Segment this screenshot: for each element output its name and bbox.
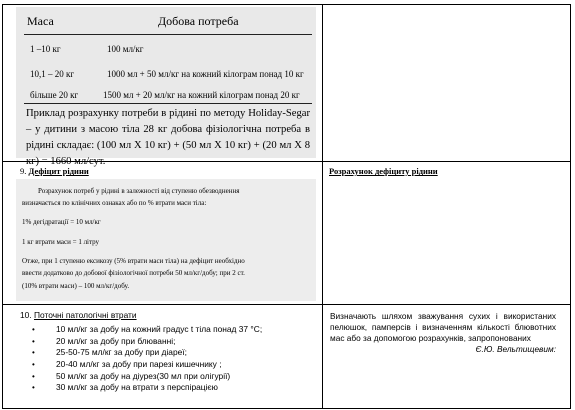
deficit-line: 1 кг втрати маси = 1 літру xyxy=(22,238,100,246)
table-column-divider xyxy=(322,4,323,409)
list-item: • 30 мл/кг за добу на втрати з перспірацією xyxy=(32,382,218,393)
section10-description: Визначають шляхом зважування сухих і використаних пелюшок, памперсів і визначенням кількості блювотних мас або за допомогою розрахунків, запропонованих xyxy=(330,311,556,343)
table-border-left xyxy=(2,4,3,409)
bullet-icon: • xyxy=(32,336,35,346)
need-cell: 100 мл/кг xyxy=(107,44,144,54)
list-item: • 20 мл/кг за добу при блюванні; xyxy=(32,335,176,346)
table-border-top xyxy=(2,4,571,5)
table-row-divider-2 xyxy=(2,304,571,305)
list-item: • 50 мл/кг за добу на діурез(30 мл при олігурії) xyxy=(32,370,231,381)
deficit-line: Розрахунок потреб у рідині в залежності від ступеню обезводнення xyxy=(38,187,240,195)
list-item: • 20-40 мл/кг за добу при парезі кишечнику ; xyxy=(32,359,222,370)
bullet-icon: • xyxy=(32,371,35,381)
table-header-rule xyxy=(24,34,312,35)
bullet-icon: • xyxy=(32,348,35,358)
deficit-line: 1% дегідратації = 10 мл/кг xyxy=(22,218,101,226)
table-border-bottom xyxy=(2,408,571,409)
need-cell: 1000 мл + 50 мл/кг на кожний кілограм понад 10 кг xyxy=(107,69,304,79)
bullet-icon: • xyxy=(32,325,35,334)
section10-heading: Поточні патологічні втрати xyxy=(33,310,137,320)
mass-cell: 1 –10 кг xyxy=(30,44,61,54)
deficit-line: ввести додатково до добової фізіологічної потреби 50 мл/кг/добу; при 2 ст. xyxy=(22,269,245,277)
section9-right-title: Розрахунок дефіциту рідини xyxy=(329,166,438,176)
deficit-line: Отже, при 1 ступеню ексикозу (5% втрати маси тіла) на дефіцит необхідно xyxy=(22,257,245,265)
losses-list xyxy=(32,324,322,394)
section10-title xyxy=(20,310,137,320)
section9-number: 9. xyxy=(20,166,27,176)
section10-number: 10. xyxy=(20,310,32,320)
mass-cell: більше 20 кг xyxy=(30,90,79,100)
list-item: • 25-50-75 мл/кг за добу при діареї; xyxy=(32,347,187,358)
section9-heading: Дефіцит рідини xyxy=(28,166,89,176)
column-need-header: Добова потреба xyxy=(158,14,239,28)
section9-title xyxy=(20,166,89,176)
deficit-line: визначається по клінічних ознаках або по % втрати маси тіла: xyxy=(22,199,207,207)
section10-right-text xyxy=(330,311,556,355)
need-cell: 1500 мл + 20 мл/кг на кожний кілограм понад 20 кг xyxy=(103,90,300,100)
bullet-icon: • xyxy=(32,383,35,393)
section10-author: Є.Ю. Вельтищевим: xyxy=(475,344,556,354)
mass-cell: 10,1 – 20 кг xyxy=(30,69,75,79)
bullet-icon: • xyxy=(32,360,35,370)
holiday-segar-example: Приклад розрахунку потреби в рідині по методу Holiday-Segar – у дитини з масою тіла 28 кг добова фізіологічна потреба в рідині складає: (100 мл X 10 кг) + (50 мл X 10 кг) + (20 мл X 8 кг) = 1660 мл/сут. xyxy=(26,108,310,167)
list-item: • 10 мл/кг за добу на кожний градус t тіла понад 37 °С; xyxy=(32,324,263,334)
deficit-line: (10% втрати маси) – 100 мл/кг/добу. xyxy=(22,282,130,290)
table-bottom-rule xyxy=(24,103,312,104)
column-mass-header: Маса xyxy=(27,14,54,28)
table-border-right xyxy=(570,4,571,409)
